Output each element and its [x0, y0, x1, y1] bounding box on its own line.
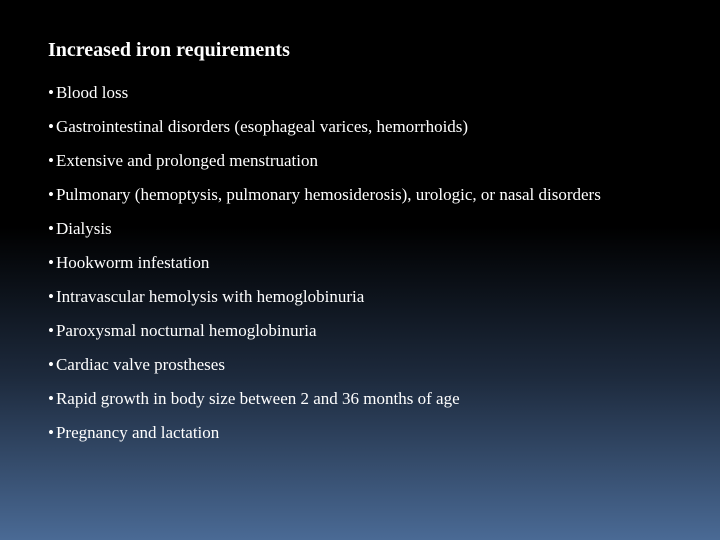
bullet-marker: •	[48, 423, 54, 442]
list-item	[48, 76, 704, 110]
list-item	[48, 280, 704, 314]
list-item	[48, 110, 704, 144]
list-item-text: Rapid growth in body size between 2 and 36 months of age	[55, 389, 460, 408]
list-item-text: Extensive and prolonged menstruation	[55, 151, 318, 170]
bullet-marker: •	[48, 83, 54, 102]
list-item	[48, 348, 704, 382]
list-item-text: Cardiac valve prostheses	[55, 355, 225, 374]
list-item-text: Dialysis	[55, 219, 112, 238]
list-item	[48, 416, 704, 450]
bullet-marker: •	[48, 151, 54, 170]
list-item-text: Paroxysmal nocturnal hemoglobinuria	[55, 321, 317, 340]
bullet-marker: •	[48, 389, 54, 408]
list-item	[48, 212, 704, 246]
list-item-text: Pulmonary (hemoptysis, pulmonary hemosiderosis), urologic, or nasal disorders	[55, 185, 601, 204]
list-item-text: Hookworm infestation	[55, 253, 210, 272]
slide-content	[48, 36, 704, 450]
bullet-marker: •	[48, 219, 54, 238]
bullet-marker: •	[48, 321, 54, 340]
list-item	[48, 178, 704, 212]
bullet-marker: •	[48, 117, 54, 136]
list-item	[48, 144, 704, 178]
slide-heading: Increased iron requirements	[48, 39, 290, 61]
list-item	[48, 246, 704, 280]
bullet-marker: •	[48, 355, 54, 374]
list-item	[48, 382, 704, 416]
bullet-marker: •	[48, 253, 54, 272]
bullet-list	[48, 76, 704, 450]
list-item	[48, 314, 704, 348]
bullet-marker: •	[48, 287, 54, 306]
list-item-text: Intravascular hemolysis with hemoglobinuria	[55, 287, 365, 306]
list-item-text: Gastrointestinal disorders (esophageal varices, hemorrhoids)	[55, 117, 469, 136]
list-item-text: Pregnancy and lactation	[55, 423, 220, 442]
list-item-text: Blood loss	[55, 83, 129, 102]
bullet-marker: •	[48, 185, 54, 204]
